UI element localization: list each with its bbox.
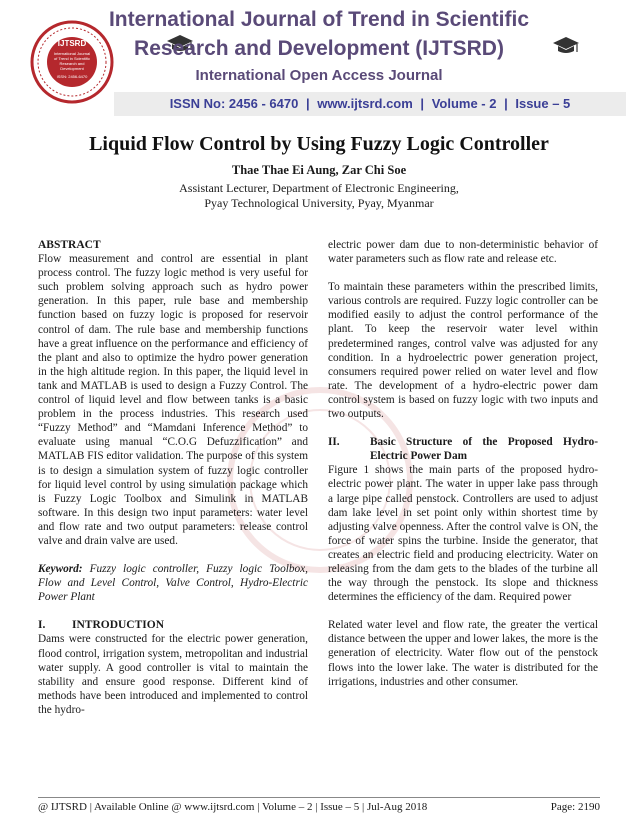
volume-label: Volume - 2 — [431, 96, 497, 111]
journal-title-line1: International Journal of Trend in Scientific — [108, 8, 530, 31]
svg-text:of Trend in Scientific: of Trend in Scientific — [53, 56, 91, 61]
page-number: Page: 2190 — [550, 801, 600, 813]
paragraph: Figure 1 shows the main parts of the proposed hydro-electric power plant. The water in upper lake pass through a large pipe called penstock. Controllers are used to adjust dam lake level in set point only within shortest time by adjusting valve openness. After the control valve is ON, the force of water spins the turbine. Inside the generator, that creates an electric field and producing electricity. Water on releasing from the dam gets to the blades of the turbine all the way through the penstock. Its slope and thickness determines the efficiency of the dam. Required power — [328, 464, 598, 604]
left-column — [38, 238, 308, 717]
author-affiliation: Pyay Technological University, Pyay, Myanmar — [204, 196, 434, 210]
section-number: II. — [328, 436, 340, 449]
svg-text:ISSN: 2456-6470: ISSN: 2456-6470 — [56, 74, 88, 79]
svg-text:Research and: Research and — [59, 61, 85, 66]
svg-text:Development: Development — [60, 66, 84, 71]
keywords — [38, 562, 308, 604]
abstract-heading: ABSTRACT — [38, 239, 101, 251]
section-number: I. — [38, 619, 46, 632]
footer-citation: @ IJTSRD | Available Online @ www.ijtsrd.com | Volume – 2 | Issue – 5 | Jul-Aug 2018 — [38, 801, 428, 813]
intro-heading — [38, 618, 308, 632]
paper-title: Liquid Flow Control by Using Fuzzy Logic Controller — [89, 133, 549, 155]
journal-title-line2: Research and Development (IJTSRD) — [134, 37, 504, 60]
separator: | — [504, 96, 508, 111]
svg-text:International Journal: International Journal — [53, 51, 91, 56]
author-affiliation: Assistant Lecturer, Department of Electronic Engineering, — [179, 181, 459, 195]
paragraph: electric power dam due to non-deterministic behavior of water parameters such as flow rate and release etc. — [328, 239, 598, 266]
intro-text: Dams were constructed for the electric power generation, flood control, irrigation system, metropolitan and industrial water supply. A good controller is vital to maintain the stability and ensure good response. Different kind of methods have been introduced and implemented to control the hydro- — [38, 633, 308, 716]
ijtsrd-seal-logo — [30, 20, 114, 104]
right-column — [328, 238, 598, 689]
svg-text:IJTSRD: IJTSRD — [57, 39, 87, 48]
keywords-label: Keyword: — [38, 563, 83, 576]
paragraph: Related water level and flow rate, the greater the vertical distance between the upper and lower lakes, the more is the generation of electricity. Water flow out of the penstock flows into the lower lake. The water is distributed for the irrigations, industries and other consumer. — [328, 619, 598, 688]
paper-authors: Thae Thae Ei Aung, Zar Chi Soe — [231, 163, 407, 177]
abstract-text: Flow measurement and control are essential in plant process control. The fuzzy logic method is very useful for such problem solving approach such as hydro power generation. In this paper, rule base and membership function based on fuzzy logic is proposed for reservoir control of dam. The rule base and membership functions have a great influence on the performance and efficiency of the plant and also to optimize the hydro power generation in the high altitude region. In this paper, the liquid level in tank and MATLAB is used to design a Fuzzy Control. The control of liquid level and flow between tanks is a basic problem in the process industries. This research used “Fuzzy Method” and “Mamdani Inference Method” to evaluate using manual “C.O.G Defuzzification” and MATLAB FIS editor validation. The purpose of this system is to design a simulation system of fuzzy logic controller for liquid level control by using simulation package which is Fuzzy Logic Toolbox and Simulink in MATLAB software. In this design two input parameters: water level and flow rate and two output parameters: release control valve and drain valve are used. — [38, 253, 308, 547]
journal-header — [0, 0, 638, 118]
paragraph: To maintain these parameters within the prescribed limits, various controls are required. Fuzzy logic controller can be modified easily to adjust the control performance of the plant. To keep the reservoir water level within predetermined ranges, control valve was adjusted for any condition. In a hydroelectric power generation project, consumers required power relied on water level and flow rate. The development of a hydro-electric power dam control system is based on fuzzy logic with two inputs and two outputs. — [328, 281, 598, 421]
issue-label: Issue – 5 — [515, 96, 571, 111]
separator: | — [420, 96, 425, 111]
section2-heading — [328, 435, 598, 463]
section-title: Basic Structure of the Proposed Hydro-Electric Power Dam — [370, 436, 598, 463]
journal-website-link[interactable]: www.ijtsrd.com — [317, 96, 413, 111]
section-title: INTRODUCTION — [72, 619, 165, 632]
issn-number: ISSN No: 2456 - 6470 — [169, 96, 299, 111]
keywords-text: Fuzzy logic controller, Fuzzy logic Toolbox, Flow and Level Control, Valve Control, Hydro-Electric Power Plant — [38, 563, 308, 604]
separator: | — [305, 96, 310, 111]
open-access-label: International Open Access Journal — [195, 67, 443, 84]
footer-divider — [38, 797, 600, 798]
issn-bar — [114, 92, 626, 116]
